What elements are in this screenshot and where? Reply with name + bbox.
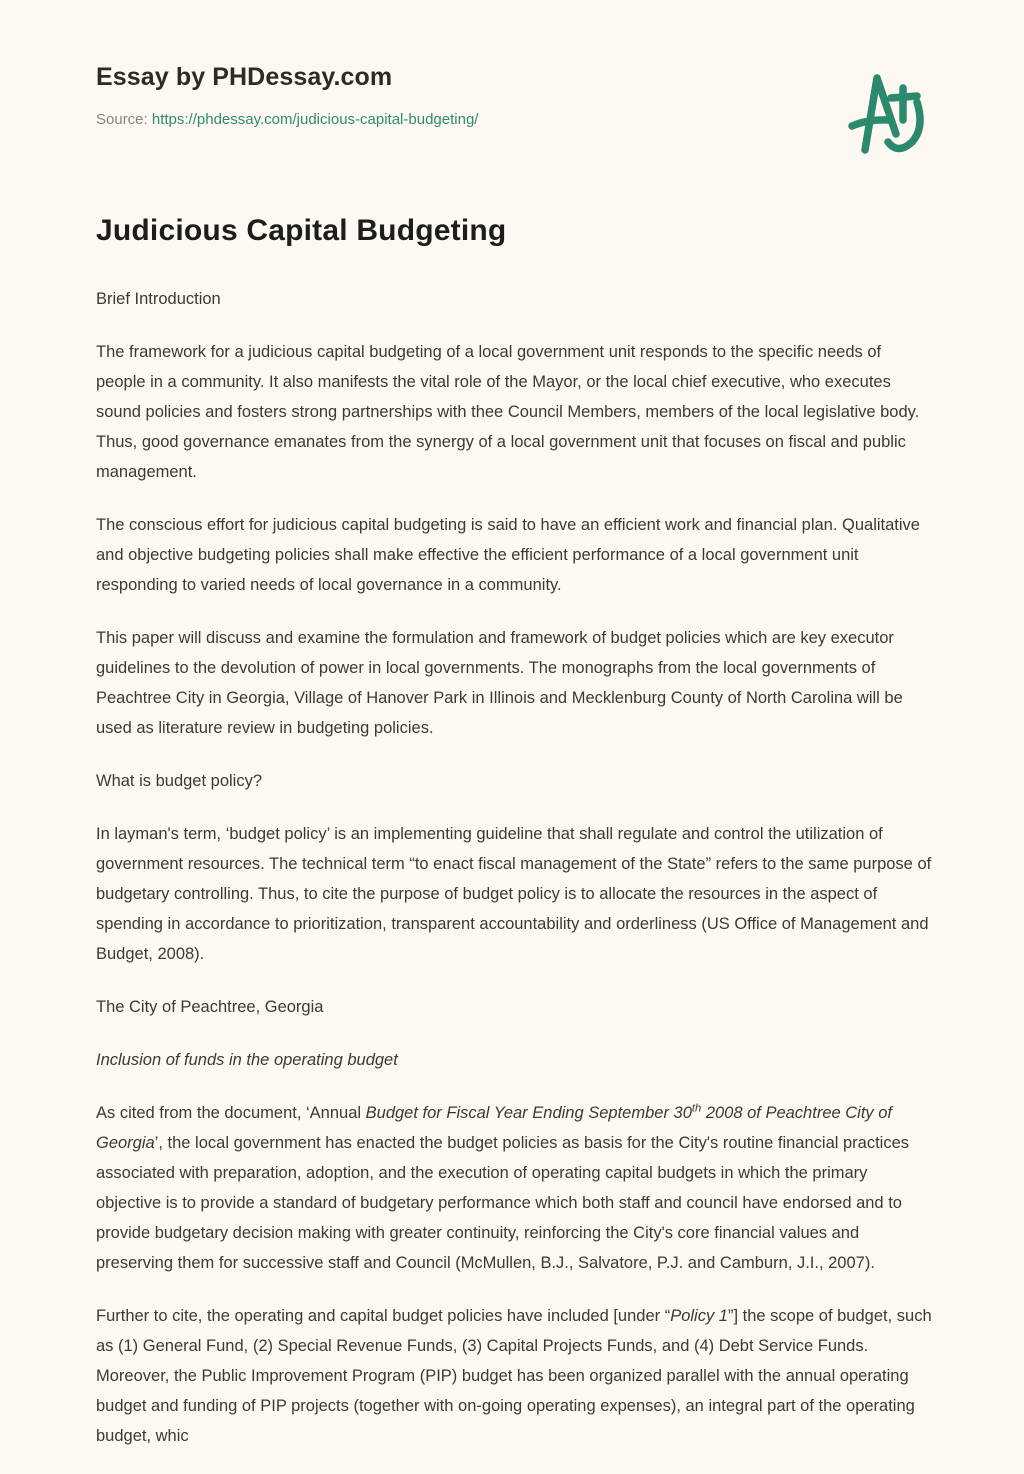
paragraph-para-as-cited: As cited from the document, ‘Annual Budget for Fiscal Year Ending September 30th 2008 of Peachtree City of Georgia’, the local government has enacted the budget policies as basis for the City's routine financial practices associated with preparation, adoption, and the execution of operating capital budgets in which the primary objective is to provide a standard of budgetary performance which both staff and council have endorsed and to provide budgetary decision making with greater continuity, reinforcing the City's core financial values and preserving them for successive staff and Council (McMullen, B.J., Salvatore, P.J. and Camburn, J.I., 2007). — [96, 1102, 910, 1272]
source-url-link[interactable]: https://phdessay.com/judicious-capital-budgeting/ — [151, 111, 479, 128]
brand-title: Essay by PHDessay.com — [96, 63, 393, 91]
source-label: Source: — [96, 111, 148, 128]
a-plus-handwritten-logo-icon — [824, 58, 944, 178]
paragraph-para-framework: The framework for a judicious capital budgeting of a local government unit responds to the specific needs of people in a community. It also manifests the vital role of the Mayor, or the local chief executive, who executes sound policies and fosters strong partnerships with thee Council Members, members of the local legislative body. Thus, good governance emanates from the synergy of a local government unit that focuses on fiscal and public management. — [96, 342, 920, 481]
page-title: Judicious Capital Budgeting — [96, 214, 507, 247]
paragraph-para-this-paper: This paper will discuss and examine the formulation and framework of budget policies which are key executor guidelines to the devolution of power in local governments. The monographs from the local governments of Peachtree City in Georgia, Village of Hanover Park in Illinois and Mecklenburg County of North Carolina will be used as literature review in budgeting policies. — [96, 628, 903, 737]
paragraph-para-laymans-term: In layman's term, ‘budget policy’ is an implementing guideline that shall regulate and control the utilization of government resources. The technical term “to enact fiscal management of the State” refers to the same purpose of budgetary controlling. Thus, to cite the purpose of budget policy is to allocate the resources in the aspect of spending in accordance to prioritization, transparent accountability and orderliness (US Office of Management and Budget, 2008). — [96, 824, 932, 963]
paragraph-heading-what-is-budget-policy: What is budget policy? — [96, 771, 263, 790]
document-content — [96, 212, 932, 1474]
paragraph-para-conscious-effort: The conscious effort for judicious capital budgeting is said to have an efficient work and financial plan. Qualitative and objective budgeting policies shall make effective the efficient performance of a local government unit responding to varied needs of local governance in a community. — [96, 515, 920, 594]
paragraph-heading-inclusion-of-funds: Inclusion of funds in the operating budget — [96, 1050, 398, 1069]
paragraph-heading-brief-intro: Brief Introduction — [96, 289, 221, 308]
paragraph-para-further-to-cite: Further to cite, the operating and capital budget policies have included [under “Policy 1”] the scope of budget, such as (1) General Fund, (2) Special Revenue Funds, (3) Capital Projects Funds, and (4) Debt Service Funds. Moreover, the Public Improvement Program (PIP) budget has been organized parallel with the annual operating budget and funding of PIP projects (together with on-going operating expenses), an integral part of the operating budget, whic — [96, 1306, 932, 1445]
paragraph-heading-city-of-peachtree: The City of Peachtree, Georgia — [96, 997, 324, 1016]
document-body — [96, 284, 932, 1451]
